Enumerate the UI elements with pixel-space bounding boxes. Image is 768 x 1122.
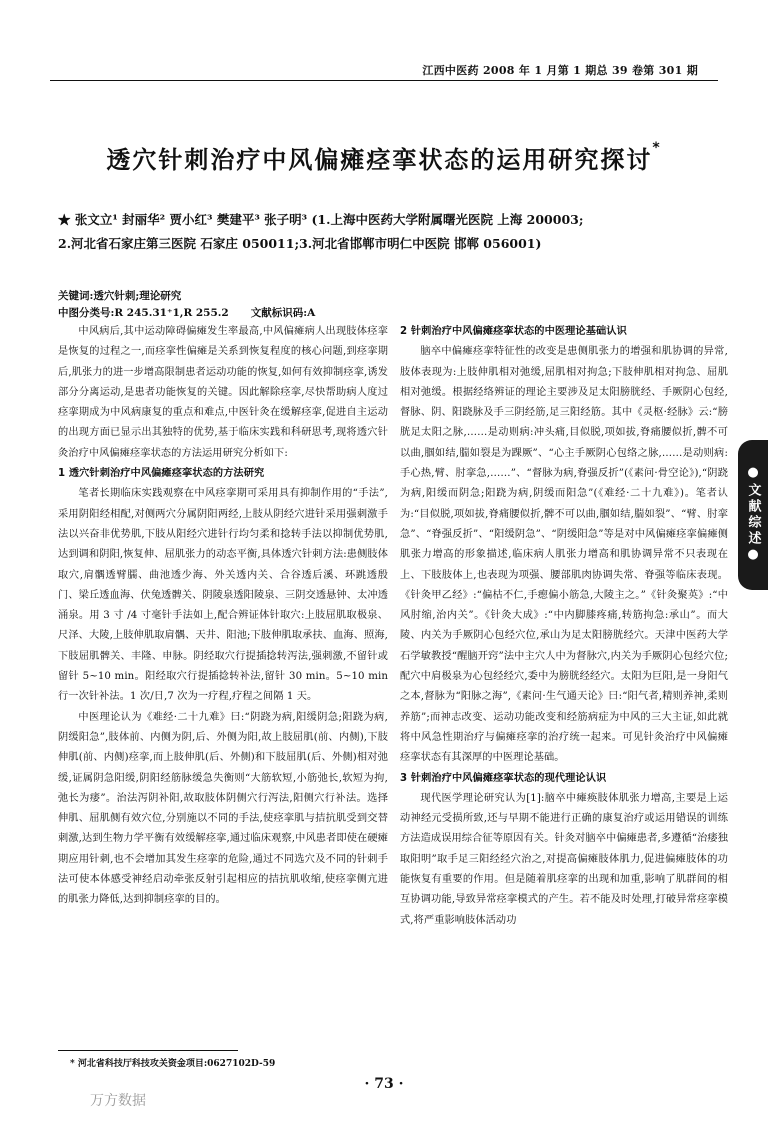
title-text: 透穴针刺治疗中风偏瘫痉挛状态的运用研究探讨 <box>106 146 653 174</box>
section-side-tab <box>738 440 768 590</box>
doc-code-label: 文献标识码: <box>250 307 308 319</box>
footnote-rule <box>58 1050 238 1051</box>
running-head: 江西中医药 2008 年 1 月第 1 期总 39 卷第 301 期 <box>422 64 698 77</box>
intro-paragraph: 中风病后,其中运动障碍偏瘫发生率最高,中风偏瘫病人出现肢体痉挛是恢复的过程之一,而痉挛性偏瘫是关系到恢复程度的核心问题,到痉挛期后,肌张力的进一步增高限制患者运动功能的恢复,如何有效抑制痉挛,诱发部分分离运动,是患者功能恢复的关键。因此解除痉挛,尽快帮助病人度过痉挛期成为中风病康复的重点和难点,中医针灸在缓解痉挛,促进自主运动的出现方面已显示出其独特的优势,基于临床实践和科研思考,现将透穴针灸治疗中风偏瘫痉挛状态的方法运用研究分析如下: <box>58 326 388 459</box>
clc-label: 中图分类号: <box>58 307 115 319</box>
keywords-row <box>58 288 388 305</box>
section-2-heading: 2 针刺治疗中风偏瘫痉挛状态的中医理论基础认识 <box>400 326 627 337</box>
keywords-label: 关键词: <box>58 290 94 302</box>
clc-value: R 245.31⁺1,R 255.2 <box>114 307 229 319</box>
article-meta <box>58 288 388 322</box>
watermark: 万方数据 <box>90 1093 146 1109</box>
section-1-heading: 1 透穴针刺治疗中风偏瘫痉挛状态的方法研究 <box>58 468 265 480</box>
funding-footnote: * 河北省科技厅科技攻关资金项目:0627102D-59 <box>70 1059 276 1069</box>
section-1-paragraph-1: 笔者长期临床实践观察在中风痉挛期可采用具有抑制作用的“手法”,采用阴阳经相配,对侧两穴分属阴阳两经,上肢从阴经穴进针采用强刺激手法以兴奋非优势肌,下肢从阳经穴进针行均匀柔和捻转手法以抑制优势肌,达到调和阴阳,恢复伸、屈肌张力的动态平衡,具体透穴针刺方法:患侧肢体取穴,肩髃透臂臑、曲池透少海、外关透内关、合谷透后溪、环跳透殷门、梁丘透血海、伏兔透髀关、阴陵泉透阳陵泉、三阴交透悬钟、太冲透涌泉。用 3 寸 /4 寸毫针手法如上,配合辨证体针取穴:上肢屈肌取极泉、尺泽、大陵,上肢伸肌取肩髃、天井、阳池;下肢伸肌取承扶、血海、照海,下肢屈肌髀关、丰隆、申脉。阴经取穴行提插捻转泻法,强刺激,不留针或留针 5~10 min。阳经取穴行提插捻转补法,留针 30 min。5~10 min 行一次针补法。1 次/日,7 次为一疗程,疗程之间隔 1 天。 <box>58 488 388 703</box>
doc-code-value: A <box>307 307 316 319</box>
side-tab-label: ●文献综述● <box>745 465 761 565</box>
page-number: · 73 · <box>364 1076 404 1092</box>
authors-line-2: 2.河北省石家庄第三医院 石家庄 050011;3.河北省邯郸市明仁中医院 邯郸 056001) <box>58 236 542 251</box>
right-column <box>400 322 728 931</box>
left-column <box>58 322 388 911</box>
authors-line-1: ★ 张文立¹ 封丽华² 贾小红³ 樊建平³ 张子明³ (1.上海中医药大学附属曙光医院 上海 200003; <box>58 212 584 227</box>
title-footnote-mark: * <box>652 140 662 156</box>
keywords-value: 透穴针刺;理论研究 <box>93 290 182 302</box>
header-rule <box>50 80 718 81</box>
classification-row <box>58 305 388 322</box>
section-3-heading: 3 针刺治疗中风偏瘫痉挛状态的现代理论认识 <box>400 772 607 784</box>
author-block <box>58 208 716 256</box>
section-2-paragraph: 脑卒中偏瘫痉挛特征性的改变是患侧肌张力的增强和肌协调的异常,肢体表现为:上肢伸肌相对弛缓,屈肌相对拘急;下肢伸肌相对拘急、屈肌相对弛缓。根据经络辨证的理论主要涉及足太阳膀胱经、手厥阴心包经,督脉、阴、阳跷脉及手三阴经筋,足三阳经筋。其中《灵枢·经脉》云:“膀胱足太阳之脉,……是动则病:冲头痛,目似脱,项如拔,脊痛腰似折,髀不可以曲,腘如结,腨如裂是为踝厥”、“心主手厥阴心包络之脉,……是动则病:手心热,臂、肘挛急,……”、“督脉为病,脊强反折”(《素问·骨空论》),“阴跷为病,阳缓而阴急;阳跷为病,阴缓而阳急”(《难经·二十九难》)。笔者认为:“目似脱,项如拔,脊痛腰似折,髀不可以曲,腘如结,腨如裂”、“臂、肘挛急”、“脊强反折”、“阳缓阴急”、“阴缓阳急”等是对中风偏瘫痉挛偏瘫侧肌张力增高的形象描述,临床病人肌张力增高和肌协调异常不只表现在上、下肢肢体上,也表现为项强、腰部肌肉协调失常、脊强等临床表现。《针灸甲乙经》:“偏枯不仁,手瘛偏小筋急,大陵主之。”《针灸聚英》:“中风肘缩,治内关”。《针灸大成》:“中内脚膝疼痛,转筋拘急:承山”。而大陵、内关为手厥阴心包经穴位,承山为足太阳膀胱经穴。天津中医药大学石学敏教授“醒脑开窍”法中主穴人中为督脉穴,内关为手厥阴心包经穴位;配穴中肩极泉为心包经经穴,委中为膀胱经经穴。太阳为巨阳,是一身阳气之本,督脉为“阳脉之海”,《素问·生气通天论》曰:“阳气者,精则养神,柔则养筋”;而神志改变、运动功能改变和经筋病症为中风的三大主证,如此就将中风急性期治疗与偏瘫痉挛的治疗统一起来。可见针灸治疗中风偏瘫痉挛状态有其深厚的中医理论基础。 <box>400 346 728 764</box>
section-1-paragraph-2: 中医理论认为《难经·二十九难》曰:“阴跷为病,阳缓阴急;阳跷为病,阴缓阳急”,肢体前、内侧为阴,后、外侧为阳,故上肢屈肌(前、内侧),下肢伸肌(前、内侧)痉挛,而上肢伸肌(后、外侧)和下肢屈肌(后、外侧)相对弛缓,证属阴急阳缓,阴阳经筋脉缓急失衡则“大筋软短,小筋弛长,软短为拘,弛长为痿”。治法泻阴补阳,故取肢体阴侧穴行泻法,阳侧穴行补法。选择伸肌、屈肌侧有效穴位,分别施以不同的手法,使痉挛肌与拮抗肌受到交替刺激,达到生物力学平衡有效缓解痉挛,通过临床观察,中风患者即使在硬瘫期应用针刺,也不会增加其发生痉挛的危险,通过不同选穴及不同的针刺手法可使本体感受神经启动牵张反射引起相应的拮抗肌收缩,使痉挛侧亢进的肌张力降低,达到抑制痉挛的目的。 <box>58 711 388 906</box>
article-title <box>0 140 768 175</box>
section-3-paragraph: 现代医学理论研究认为[1]:脑卒中瘫痪肢体肌张力增高,主要是上运动神经元受损所致,还与早期不能进行正确的康复治疗或运用错误的训练方法造成误用综合征等原因有关。针灸对脑卒中偏瘫患者,多遵循“治痿独取阳明”取手足三阳经经穴治之,对提高偏瘫肢体肌力,促进偏瘫肢体的功能恢复有重要的作用。但是随着肌痉挛的出现和加重,影响了肌群间的相互协调功能,导致异常痉挛模式的产生。若不能及时处理,打破异常痉挛模式,将严重影响肢体活动功 <box>400 792 728 926</box>
